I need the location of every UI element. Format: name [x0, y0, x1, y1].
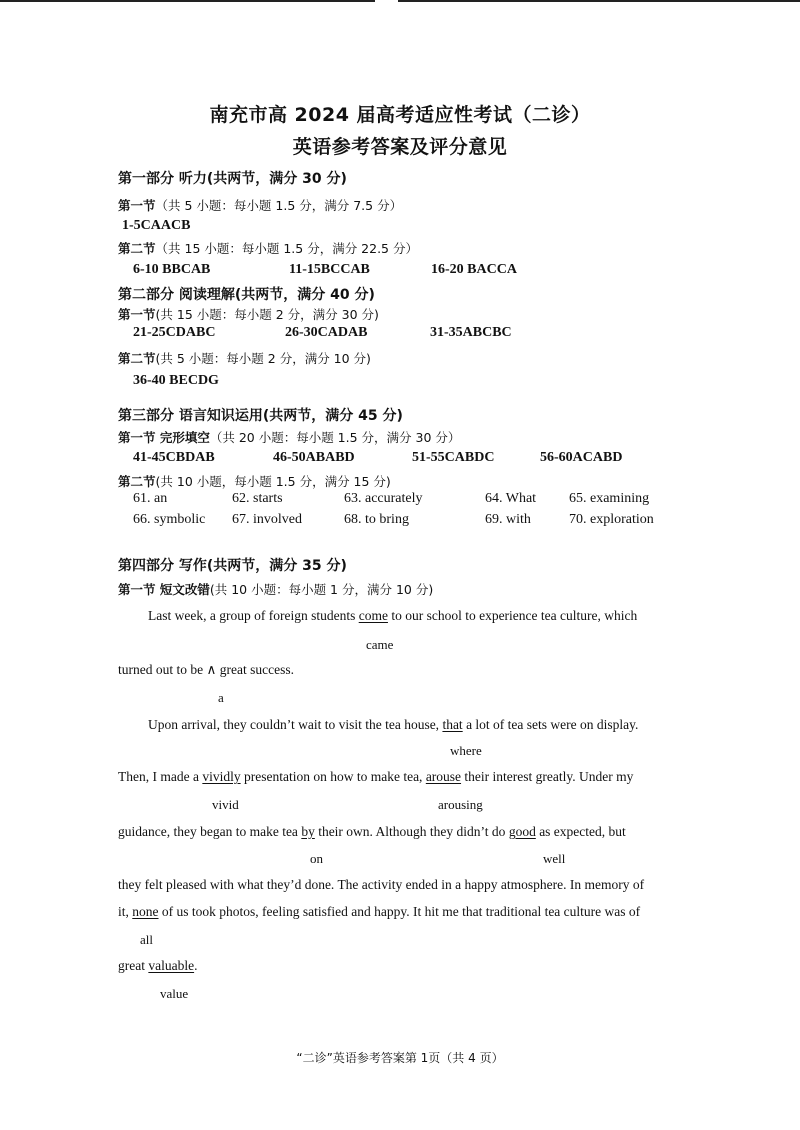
- part4-sec1-label: 第一节 短文改错: [118, 582, 210, 597]
- error-none: none: [132, 904, 159, 919]
- essay-text: Then, I made a: [118, 769, 203, 784]
- part4-sec1: [118, 580, 433, 598]
- essay-text: a lot of tea sets were on display.: [462, 717, 639, 732]
- essay-text: turned out to be ∧ great success.: [118, 662, 294, 677]
- essay-text: great: [118, 958, 149, 973]
- error-that: that: [442, 717, 463, 732]
- correction-value: value: [160, 986, 189, 1001]
- part1-sec2-answer-3: 16-20 BACCA: [431, 262, 517, 277]
- essay-text: their own. Although they didn’t do: [314, 824, 509, 839]
- essay-text: they felt pleased with what they’d done. The activity ended in a happy atmosphere. In memory of: [118, 877, 645, 892]
- fill-62: 62. starts: [232, 491, 283, 506]
- part3-sec1-label: 第一节 完形填空: [118, 430, 210, 445]
- part2-sec2-answer-1: 36-40 BECDG: [133, 373, 219, 388]
- essay-text: of us took photos, feeling satisfied and happy. It hit me that traditional tea culture was of: [158, 904, 641, 919]
- fill-63: 63. accurately: [344, 491, 423, 506]
- part2-sec1: [118, 305, 379, 323]
- fill-70: 70. exploration: [569, 512, 654, 527]
- part1-sec2-answer-1: 6-10 BBCAB: [133, 262, 211, 277]
- part2-sec1-answer-1: 21-25CDABC: [133, 325, 216, 340]
- part1-sec1-label: 第一节: [118, 198, 156, 213]
- fill-61: 61. an: [133, 491, 168, 506]
- essay-line-4: [118, 769, 633, 785]
- error-valuable: valuable: [148, 958, 195, 973]
- essay-line-5: [118, 824, 626, 840]
- part1-sec2-label: 第二节: [118, 241, 156, 256]
- part3-heading: 第三部分 语言知识运用(共两节，满分 45 分): [118, 408, 403, 424]
- part1-sec2: [118, 239, 418, 257]
- part2-sec1-label: 第一节: [118, 307, 156, 322]
- fill-67: 67. involved: [232, 512, 302, 527]
- fill-66: 66. symbolic: [133, 512, 206, 527]
- part3-sec1-rule: （共 20 小题：每小题 1.5 分，满分 30 分）: [209, 430, 461, 445]
- correction-arousing: arousing: [438, 797, 483, 812]
- page-title: 南充市高 2024 届高考适应性考试（二诊）: [209, 104, 591, 126]
- part2-sec1-answer-3: 31-35ABCBC: [430, 325, 512, 340]
- part1-sec2-answer-2: 11-15BCCAB: [289, 262, 370, 277]
- essay-text: .: [194, 958, 198, 973]
- essay-text: their interest greatly. Under my: [461, 769, 634, 784]
- part3-sec1-answer-3: 51-55CABDC: [412, 450, 495, 465]
- essay-line-6: [118, 877, 644, 893]
- part1-sec2-rule: （共 15 小题：每小题 1.5 分，满分 22.5 分）: [155, 241, 418, 256]
- part3-sec2-rule: (共 10 小题，每小题 1.5 分，满分 15 分): [155, 474, 391, 489]
- part3-sec1-answer-4: 56-60ACABD: [540, 450, 623, 465]
- part4-sec1-rule: (共 10 小题：每小题 1 分，满分 10 分): [209, 582, 434, 597]
- essay-line-1: [148, 608, 637, 624]
- part3-sec2-label: 第二节: [118, 474, 156, 489]
- essay-text: Last week, a group of foreign students: [148, 608, 359, 623]
- error-vividly: vividly: [202, 769, 241, 784]
- fill-68: 68. to bring: [344, 512, 409, 527]
- part1-heading: 第一部分 听力(共两节，满分 30 分): [118, 171, 347, 187]
- part3-sec1-answer-1: 41-45CBDAB: [133, 450, 215, 465]
- correction-where: where: [450, 743, 482, 758]
- part2-sec2: [118, 349, 371, 367]
- correction-on: on: [310, 851, 323, 866]
- essay-line-7: [118, 904, 640, 920]
- top-border-right: [398, 0, 800, 2]
- fill-65: 65. examining: [569, 491, 650, 506]
- part3-sec2: [118, 472, 391, 490]
- correction-a: a: [218, 690, 224, 705]
- part2-sec1-answer-2: 26-30CADAB: [285, 325, 368, 340]
- top-border-left: [0, 0, 375, 2]
- error-good: good: [508, 824, 536, 839]
- correction-vivid: vivid: [212, 797, 239, 812]
- error-arouse: arouse: [425, 769, 462, 784]
- part2-sec2-label: 第二节: [118, 351, 156, 366]
- essay-text: Upon arrival, they couldn’t wait to visit the tea house,: [148, 717, 443, 732]
- part2-sec2-rule: (共 5 小题：每小题 2 分，满分 10 分): [155, 351, 371, 366]
- correction-well: well: [543, 851, 566, 866]
- fill-64: 64. What: [485, 491, 537, 506]
- essay-text: presentation on how to make tea,: [240, 769, 426, 784]
- fill-69: 69. with: [485, 512, 531, 527]
- part2-heading: 第二部分 阅读理解(共两节，满分 40 分): [118, 287, 375, 303]
- part2-sec1-rule: (共 15 小题：每小题 2 分，满分 30 分): [155, 307, 379, 322]
- error-by: by: [301, 824, 315, 839]
- correction-all: all: [140, 932, 153, 947]
- essay-line-2: [118, 662, 294, 678]
- part3-sec1-answer-2: 46-50ABABD: [273, 450, 355, 465]
- page-footer: “二诊”英语参考答案第 1页（共 4 页）: [296, 1051, 504, 1065]
- part3-sec1: [118, 428, 460, 446]
- essay-line-3: [148, 717, 638, 733]
- essay-text: to our school to experience tea culture, which: [387, 608, 638, 623]
- part1-sec1-rule: （共 5 小题：每小题 1.5 分，满分 7.5 分）: [155, 198, 403, 213]
- page-subtitle: 英语参考答案及评分意见: [292, 136, 508, 158]
- part1-sec1: [118, 196, 402, 214]
- essay-text: as expected, but: [535, 824, 626, 839]
- part1-sec1-answer-1: 1-5CAACB: [122, 218, 191, 233]
- essay-line-8: [118, 958, 197, 974]
- error-come: come: [358, 608, 388, 623]
- essay-text: guidance, they began to make tea: [118, 824, 302, 839]
- correction-came: came: [366, 637, 394, 652]
- part4-heading: 第四部分 写作(共两节，满分 35 分): [118, 558, 347, 574]
- essay-text: it,: [118, 904, 133, 919]
